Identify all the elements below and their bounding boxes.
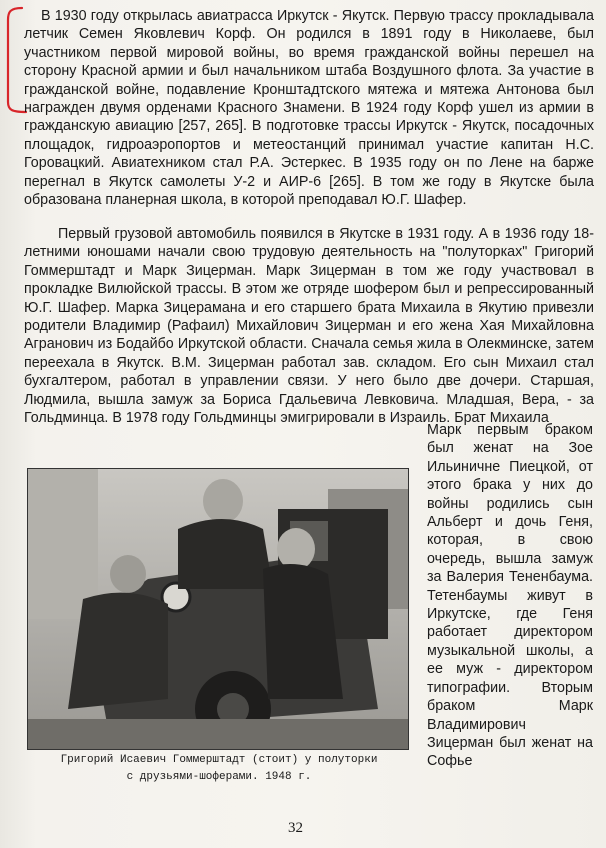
paragraph-family: Марк первым браком был женат на Зое Ильиничне Пиецкой, от этого брака у них до войны родились сын Альберт и дочь Геня, которая, в свою очередь, вышла замуж за Валерия Тененбаума. Тетенбаумы живут в Иркутске, где Геня работает директором музыкальной школы, а ее муж - директором типографии. Вторым браком Марк Владимирович Зицерман был женат на Софье <box>427 422 593 770</box>
photo-illustration <box>28 469 408 749</box>
photo-caption <box>44 752 394 786</box>
page-number: 32 <box>288 820 303 836</box>
caption-line-1: Григорий Исаевич Гоммерштадт (стоит) у полуторки <box>60 754 378 766</box>
caption-line-2: с друзьями-шоферами. 1948 г. <box>126 771 312 783</box>
paragraph-aviation-route: В 1930 году открылась авиатрасса Иркутск - Якутск. Первую трассу прокладывала летчик Семен Яковлевич Корф. Он родился в 1891 году в Николаеве, был участником первой мировой войны, во время гражданской войны перешел на сторону Красной армии и был начальником штаба Воздушного флота. За участие в гражданской войне, подавление Кронштадтского мятежа и мятежа Антонова был награжден двумя орденами Красного Знамени. В 1924 году Корф ушел из армии в гражданскую авиацию [257, 265]. В подготовке трассы Иркутск - Якутск, посадочных площадок, гидроаэропортов и метеостанций принимал участие капитан Н.С. Горовацкий. Авиатехником стал Р.А. Эстеркес. В 1935 году он по Лене на барже перегнал в Якутск самолеты У-2 и АИР-6 [265]. В том же году в Якутске была образована планерная школа, в которой преподавал Ю.Г. Шафер. <box>24 8 594 209</box>
historical-photo-drivers <box>27 468 409 750</box>
paragraph-first-trucks: Первый грузовой автомобиль появился в Якутске в 1931 году. А в 1936 году 18-летними юношами начали свою трудовую деятельность на "полуторках" Григорий Гоммерштадт и Марк Зицерман. Марк Зицерман в том же году участвовал в прокладке Вилюйской трассы. В этом же отряде шофером был и репрессированный Ю.Г. Шафер. Марка Зицерамана и его старшего брата Михаила в Якутию привезли родители Владимир (Рафаил) Михайлович Зицерман и его жена Хая Михайловна Агранович из Бодайбо Иркутской области. Сначала семья жила в Олекминске, затем переехала в Якутск. В.М. Зицерман работал зав. складом. Его сын Михаил стал бухгалтером, работал в управлении связи. У него было две дочери. Старшая, Людмила, вышла замуж за Бориса Гдальевича Левковича. Младшая, Вера, - за Гольдминца. В 1978 году Гольдминцы эмигрировали в Израиль. Брат Михаила <box>24 226 594 427</box>
